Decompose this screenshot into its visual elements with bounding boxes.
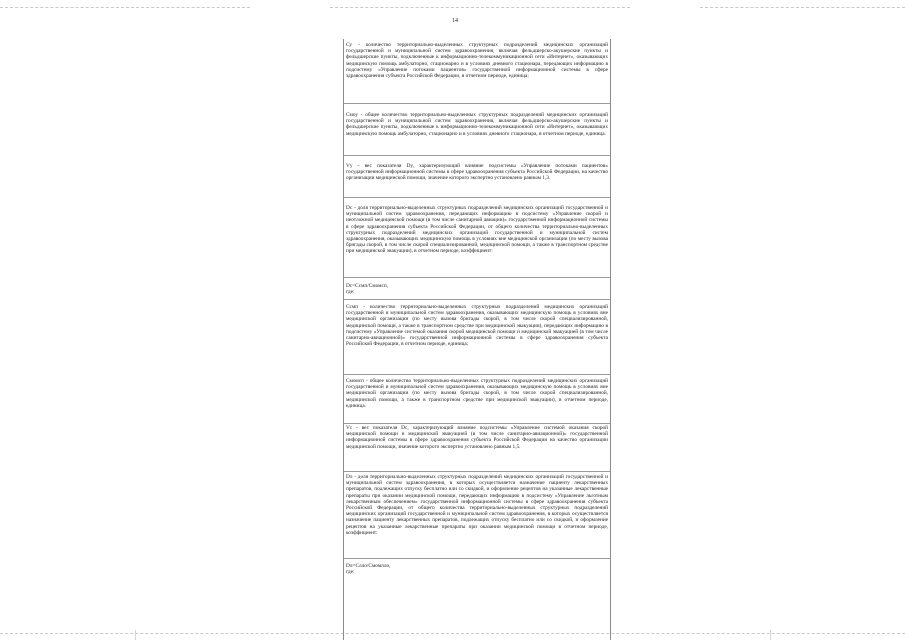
paragraph-vy-weight: Vу - вес показателя Dу, характеризующий влияние подсистемы «Управление потоками пациентов» государственной информационной системы в сфере здравоохранения субъекта Российской Федерации, на качество организации медицинской помощи, значение которого экспертно установлено равным 1,3.	[346, 163, 608, 182]
paragraph-csmp-definition: Cсмп - количество территориально-выделенных структурных подразделений медицинских организаций государственной и муниципальной систем здравоохранения, оказывающих медицинскую помощь в условиях вне медицинской организации (по месту вызова бригады скорой, в том числе скорой специализированной, медицинской помощи, а также в транспортном средстве при медицинской эвакуации), передающих информацию в подсистему «Управление системой оказания скорой медицинской помощи и медицинской эвакуацией (в том числе санитарно-авиационной)» государственной информационной системы в сфере здравоохранения субъекта Российской Федерации, в отчетном периоде, единица;	[346, 304, 608, 348]
paragraph-dc-definition: Dc - доля территориально-выделенных структурных подразделений медицинских организаций государственной и муниципальной систем здравоохранения, передающих информацию в подсистему «Управление скорой и неотложной медицинской помощи (в том числе санитарной авиации)» государственной информационной системы в сфере здравоохранения субъекта Российской Федерации, от общего количества территориально-выделенных структурных подразделений медицинских организаций государственной и муниципальной систем здравоохранения, оказывающих медицинскую помощь в условиях вне медицинской организации (по месту вызова бригады скорой, в том числе скорой специализированной, медицинской помощи, а также в транспортном средстве при медицинской эвакуации), в отчетном периоде, коэффициент:	[346, 205, 608, 255]
row-divider	[344, 558, 610, 559]
paragraph-vc-weight: Vc - вес показателя Dc, характеризующий влияние подсистемы «Управление системой оказания скорой медицинской помощи и медицинской эвакуацией (в том числе санитарно-авиационной)» государственной информационной системы в сфере здравоохранения субъекта Российской Федерации на качество организации медицинской помощи, значение которого экспертно установлено равным 1,5.	[346, 425, 608, 450]
document-table	[343, 39, 611, 640]
scan-tick-bottom-left	[135, 630, 136, 640]
paragraph-smou-definition: Смоу - общее количество территориально-выделенных структурных подразделений медицинских организаций государственной и муниципальной систем здравоохранения, включая фельдшерско-акушерские пункты и фельдшерские пункты, подключенные к информационно-телекоммуникационной сети «Интернет», оказывающих медицинскую помощь амбулаторно, стационарно и в условиях дневного стационара, в отчетном периоде, единица.	[346, 112, 608, 137]
row-divider	[344, 155, 610, 156]
scan-edge-top-left	[0, 7, 250, 8]
scan-edge-top-right	[700, 7, 905, 8]
scan-edge-top-center	[330, 7, 630, 8]
page-number: 14	[452, 18, 458, 24]
row-divider	[344, 423, 610, 424]
row-divider	[344, 103, 610, 104]
paragraph-dl-definition: Dл - доля территориально-выделенных структурных подразделений медицинских организаций государственной и муниципальной систем здравоохранения, в которых осуществляется назначение пациенту лекарственных препаратов, подлежащих отпуску бесплатно или со скидкой, и оформление рецептов на указанные лекарственные препараты при оказании медицинской помощи, передающих информацию в подсистему «Управление льготным лекарственным обеспечением» государственной информационной системы в сфере здравоохранения субъекта Российской Федерации, от общего количества территориально-выделенных структурных подразделений медицинских организаций государственной и муниципальной систем здравоохранения, в которых осуществляется назначение пациенту лекарственных препаратов, подлежащих отпуску бесплатно или со скидкой, и оформление рецептов на указанные лекарственные препараты при оказании медицинской помощи в отчетном периоде, коэффициент:	[346, 474, 608, 536]
row-divider	[344, 277, 610, 278]
formula-dc: Dc=Cсмп/Cмомсп, где:	[346, 283, 388, 296]
formula-dl: Dл=Cлло/Cмомлло, где:	[346, 563, 391, 576]
paragraph-cmomsp-definition: Cмомсп - общее количество территориально-выделенных структурных подразделений медицинских организаций государственной и муниципальной систем здравоохранения, оказывающих медицинскую помощь в условиях вне медицинской организации (по месту вызова бригады скорой, в том числе скорой специализированной, медицинской помощи, а также в транспортном средстве при медицинской эвакуации), в отчетном периоде, единица.	[346, 378, 608, 409]
row-divider	[344, 374, 610, 375]
row-divider	[344, 197, 610, 198]
row-divider	[344, 471, 610, 472]
paragraph-cy-definition: Су - количество территориально-выделенных структурных подразделений медицинских организаций государственной и муниципальной систем здравоохранения, включая фельдшерско-акушерские пункты и фельдшерские пункты, подключенные к информационно-телекоммуникационной сети «Интернет», оказывающих медицинскую помощь амбулаторно, стационарно и в условиях дневного стационара, передающих информацию в подсистему «Управление потоками пациентов» государственной информационной системы в сфере здравоохранения субъекта Российской Федерации, в отчетном периоде, единица;	[346, 42, 608, 80]
row-divider	[344, 299, 610, 300]
scan-tick-bottom-right	[770, 630, 771, 640]
